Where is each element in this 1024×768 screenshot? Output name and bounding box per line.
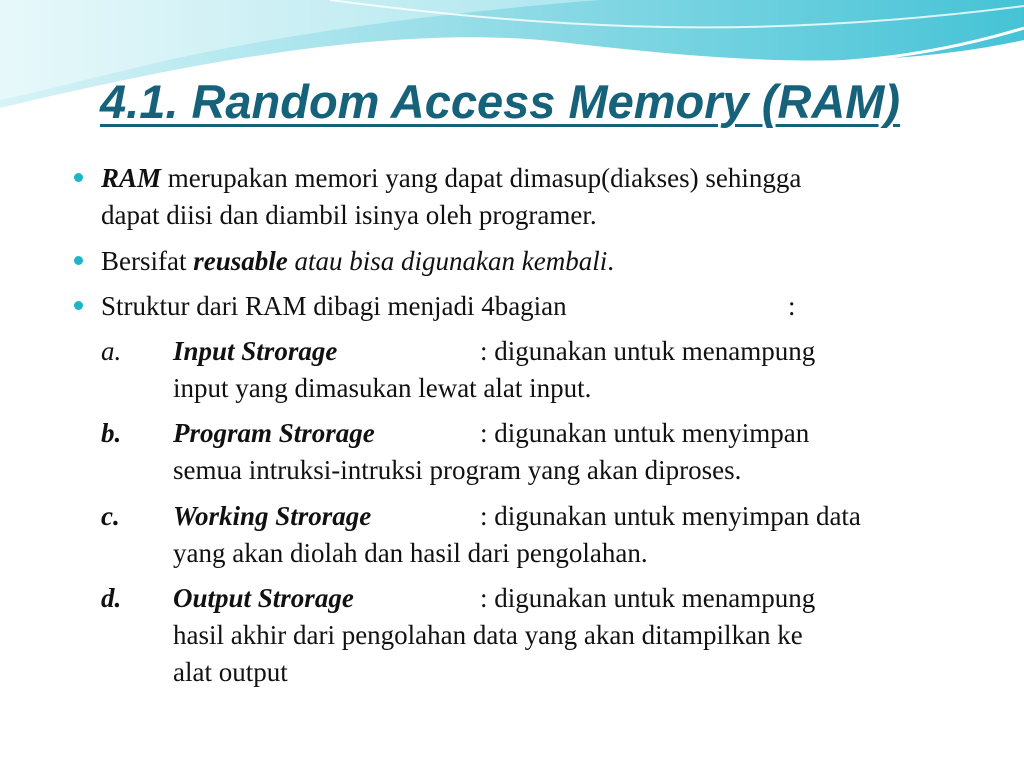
part-desc-a-line1: : digunakan untuk menampung — [480, 336, 816, 366]
reusable-end: . — [607, 246, 614, 276]
part-letter-d: d. — [101, 583, 122, 613]
bullet-dot — [74, 256, 83, 265]
part-desc-b-line2: semua intruksi-intruksi program yang akan diproses. — [173, 455, 742, 485]
part-name-a: Input Strorage — [173, 336, 338, 366]
part-desc-d-line3: alat output — [173, 657, 288, 687]
bullet-ram-line2: dapat diisi dan diambil isinya oleh programer. — [101, 200, 597, 230]
bullet-ram-line1 — [101, 160, 801, 196]
part-desc-c-line1: : digunakan untuk menyimpan data — [480, 501, 861, 531]
ram-definition-part1: merupakan memori yang dapat dimasup(diakses) sehingga — [161, 163, 802, 193]
part-letter-b: b. — [101, 418, 122, 448]
part-name-b: Program Strorage — [173, 418, 375, 448]
bullet-dot — [74, 173, 83, 182]
term-ram: RAM — [101, 163, 162, 193]
page-title: 4.1. Random Access Memory (RAM) — [100, 75, 901, 128]
bullet-structure-colon: : — [788, 291, 796, 321]
part-desc-d-line1: : digunakan untuk menampung — [480, 583, 816, 613]
part-letter-a: a. — [101, 336, 122, 366]
part-desc-c-line2: yang akan diolah dan hasil dari pengolahan. — [173, 538, 648, 568]
bullet-dot — [74, 301, 83, 310]
part-letter-c: c. — [101, 501, 120, 531]
part-desc-d-line2: hasil akhir dari pengolahan data yang akan ditampilkan ke — [173, 620, 803, 650]
part-desc-a-line2: input yang dimasukan lewat alat input. — [173, 373, 592, 403]
part-name-c: Working Strorage — [173, 501, 372, 531]
reusable-suffix: atau bisa digunakan kembali — [287, 246, 608, 276]
term-reusable: reusable — [193, 246, 288, 276]
part-desc-b-line1: : digunakan untuk menyimpan — [480, 418, 810, 448]
bullet-structure: Struktur dari RAM dibagi menjadi 4bagian — [101, 291, 567, 321]
bullet-reusable — [101, 243, 614, 279]
reusable-prefix: Bersifat — [101, 246, 194, 276]
part-name-d: Output Strorage — [173, 583, 354, 613]
